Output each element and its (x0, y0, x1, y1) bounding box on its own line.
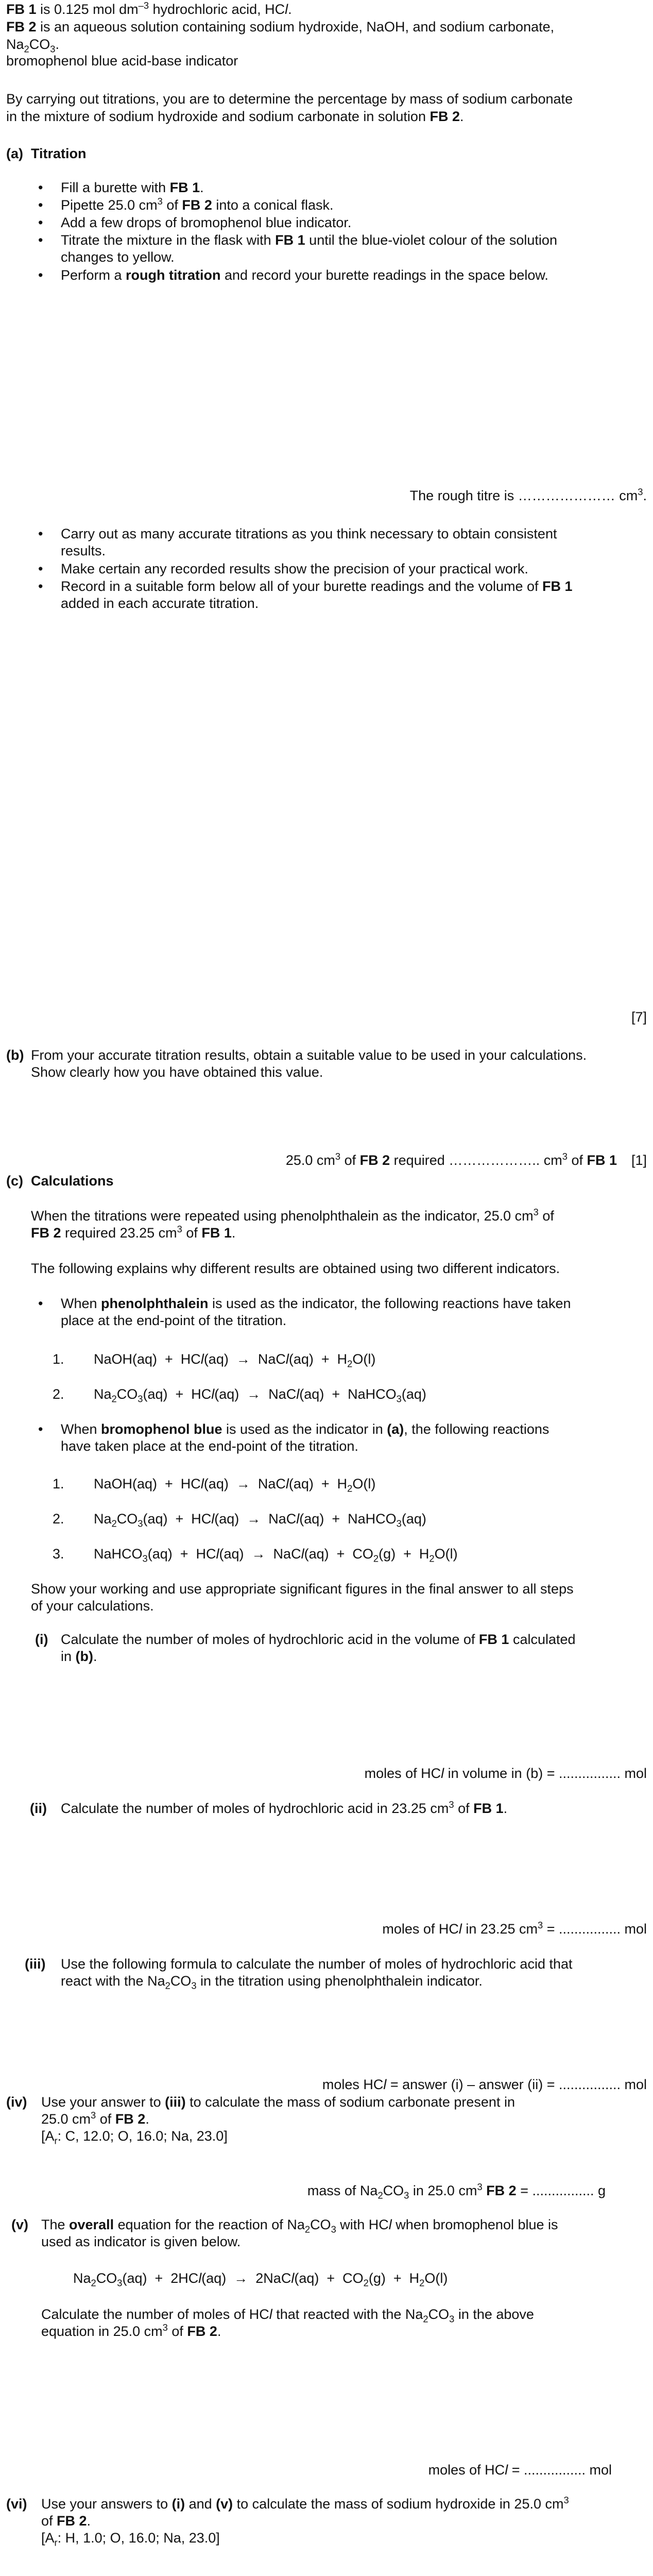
part-a-title: Titration (31, 146, 87, 161)
instruction-bullet: • Record in a suitable form below all of your burette readings and the volume of FB 1 added in each accurate titration. (61, 578, 632, 612)
sub-vi-question: Use your answers to (i) and (v) to calculate the mass of sodium hydroxide in 25.0 $cm^3$ of FB 2. [$A_r$: H, 1.0; O, 16.0; Na, 23.0] (41, 2495, 569, 2548)
sub-v-calculation: Calculate the number of moles of HCl that reacted with the $Na_2CO_3$ in the above equation in 25.0 $cm^3$ of FB 2. (41, 2307, 534, 2339)
part-a-mark: [7] (631, 1009, 647, 1025)
purpose-line-1: By carrying out titrations, you are to determine the percentage by mass of sodium carbonate (6, 91, 573, 107)
fb2-formula: $Na_2CO_3$. (6, 37, 59, 55)
sub-v-answer-line[interactable]: moles of HCl = ................ mol (428, 2462, 612, 2478)
rough-titre-answer-line[interactable]: The rough titre is ………………… $cm^3$. (409, 486, 647, 503)
equation-text: $Na_2CO_3(aq) + HCl(aq)$ → NaCl(aq) + NaHCO$_3$(aq) (94, 1386, 426, 1404)
working-instruction: Show your working and use appropriate significant figures in the final answer to all steps of your calculations. (31, 1581, 574, 1614)
equation-number: 2. (53, 1511, 64, 1527)
instruction-bullet: • Add a few drops of bromophenol blue indicator. (61, 214, 632, 231)
part-b-answer-line[interactable]: 25.0 $cm^3$ of FB 2 required ……………….. $cm^3$ of FB 1 (285, 1151, 617, 1168)
sub-i-question: Calculate the number of moles of hydrochloric acid in the volume of FB 1 calculated in (b). (61, 1632, 576, 1664)
equation-number: 1. (53, 1476, 64, 1492)
equation-text: NaOH(aq) + HCl(aq) → NaCl(aq) + $H_2O(l)$ (94, 1351, 376, 1369)
instruction-bullet: • Titrate the mixture in the flask with FB 1 until the blue-violet colour of the solution changes to yellow. (61, 232, 632, 266)
sub-iv-answer-line[interactable]: mass of $Na_2CO_3$ in 25.0 $cm^3$ FB 2 = ................ g (307, 2181, 606, 2201)
bromophenol-bullet: • When bromophenol blue is used as the indicator in (a), the following reactions have taken place at the end-point of the titration. (61, 1421, 632, 1455)
part-b-label: (b) (6, 1047, 24, 1063)
instruction-bullet: • Fill a burette with FB 1. (61, 179, 632, 196)
equation-text: NaOH(aq) + HCl(aq) → NaCl(aq) + $H_2O(l)$ (94, 1476, 376, 1494)
sub-v-label: (v) (11, 2217, 28, 2232)
sub-iv-question: Use your answer to (iii) to calculate the mass of sodium carbonate present in 25.0 $cm^3$ of FB 2. [$A_r$: C, 12.0; O, 16.0; Na, 23.0] (41, 2094, 515, 2146)
sub-i-answer-line[interactable]: moles of HCl in volume in (b) = ................ mol (364, 1766, 647, 1781)
equation-number: 3. (53, 1546, 64, 1562)
sub-ii-answer-line[interactable]: moles of HCl in 23.25 $cm^3$ = ................ mol (382, 1920, 647, 1937)
equation-text: $Na_2CO_3(aq) + HCl(aq)$ → NaCl(aq) + NaHCO$_3$(aq) (94, 1511, 426, 1529)
phenolphthalein-bullet: • When phenolphthalein is used as the indicator, the following reactions have taken place at the end-point of the titration. (61, 1295, 632, 1329)
sub-iii-label: (iii) (25, 1956, 46, 1972)
sub-vi-label: (vi) (6, 2496, 27, 2512)
sub-ii-question: Calculate the number of moles of hydrochloric acid in 23.25 $cm^3$ of FB 1. (61, 1799, 508, 1816)
instruction-bullet: • Perform a rough titration and record your burette readings in the space below. (61, 267, 632, 284)
sub-v-question: The overall equation for the reaction of $Na_2CO_3$ with HCl when bromophenol blue is used as indicator is given below. (41, 2217, 558, 2249)
part-c-title: Calculations (31, 1173, 114, 1189)
fb1-description: FB 1 is 0.125 mol $dm^{-3}$ hydrochloric acid, HCl. (6, 0, 292, 17)
sub-i-label: (i) (35, 1632, 48, 1647)
equation-text: NaHCO$_3$(aq) + HCl(aq) → NaCl(aq) + $CO_2(g) + H_2O(l)$ (94, 1546, 458, 1564)
equation-number: 2. (53, 1386, 64, 1402)
overall-equation: $Na_2CO_3(aq) + 2HCl(aq)$ → 2NaCl(aq) + $CO_2(g) + H_2O(l)$ (73, 2270, 448, 2289)
part-a-label: (a) (6, 146, 23, 161)
purpose-line-2: in the mixture of sodium hydroxide and sodium carbonate in solution FB 2. (6, 109, 464, 124)
instruction-bullet: • Pipette 25.0 $cm^3$ of FB 2 into a conical flask. (61, 197, 632, 214)
part-b-question: From your accurate titration results, obtain a suitable value to be used in your calculations. Show clearly how you have obtained this value. (31, 1047, 587, 1080)
sub-ii-label: (ii) (30, 1801, 47, 1816)
sub-iii-question: Use the following formula to calculate the number of moles of hydrochloric acid that react with the $Na_2CO_3$ in the titration using phenolphthalein indicator. (61, 1956, 573, 1991)
indicator-description: bromophenol blue acid-base indicator (6, 53, 238, 69)
sub-iii-answer-line[interactable]: moles HCl = answer (i) – answer (ii) = ................ mol (322, 2077, 647, 2092)
equation-number: 1. (53, 1351, 64, 1367)
instruction-bullet: • Make certain any recorded results show the precision of your practical work. (61, 561, 632, 578)
fb2-description: FB 2 is an aqueous solution containing sodium hydroxide, NaOH, and sodium carbonate, (6, 19, 555, 35)
part-c-intro: When the titrations were repeated using phenolphthalein as the indicator, 25.0 $cm^3$ of FB 2 required 23.25 $cm^3$ of FB 1. (31, 1207, 554, 1241)
part-b-mark: [1] (631, 1153, 647, 1168)
instruction-bullet: • Carry out as many accurate titrations as you think necessary to obtain consistent results. (61, 526, 632, 560)
part-c-explanation: The following explains why different results are obtained using two different indicators. (31, 1261, 560, 1276)
part-c-label: (c) (6, 1173, 23, 1189)
sub-iv-label: (iv) (6, 2094, 27, 2110)
